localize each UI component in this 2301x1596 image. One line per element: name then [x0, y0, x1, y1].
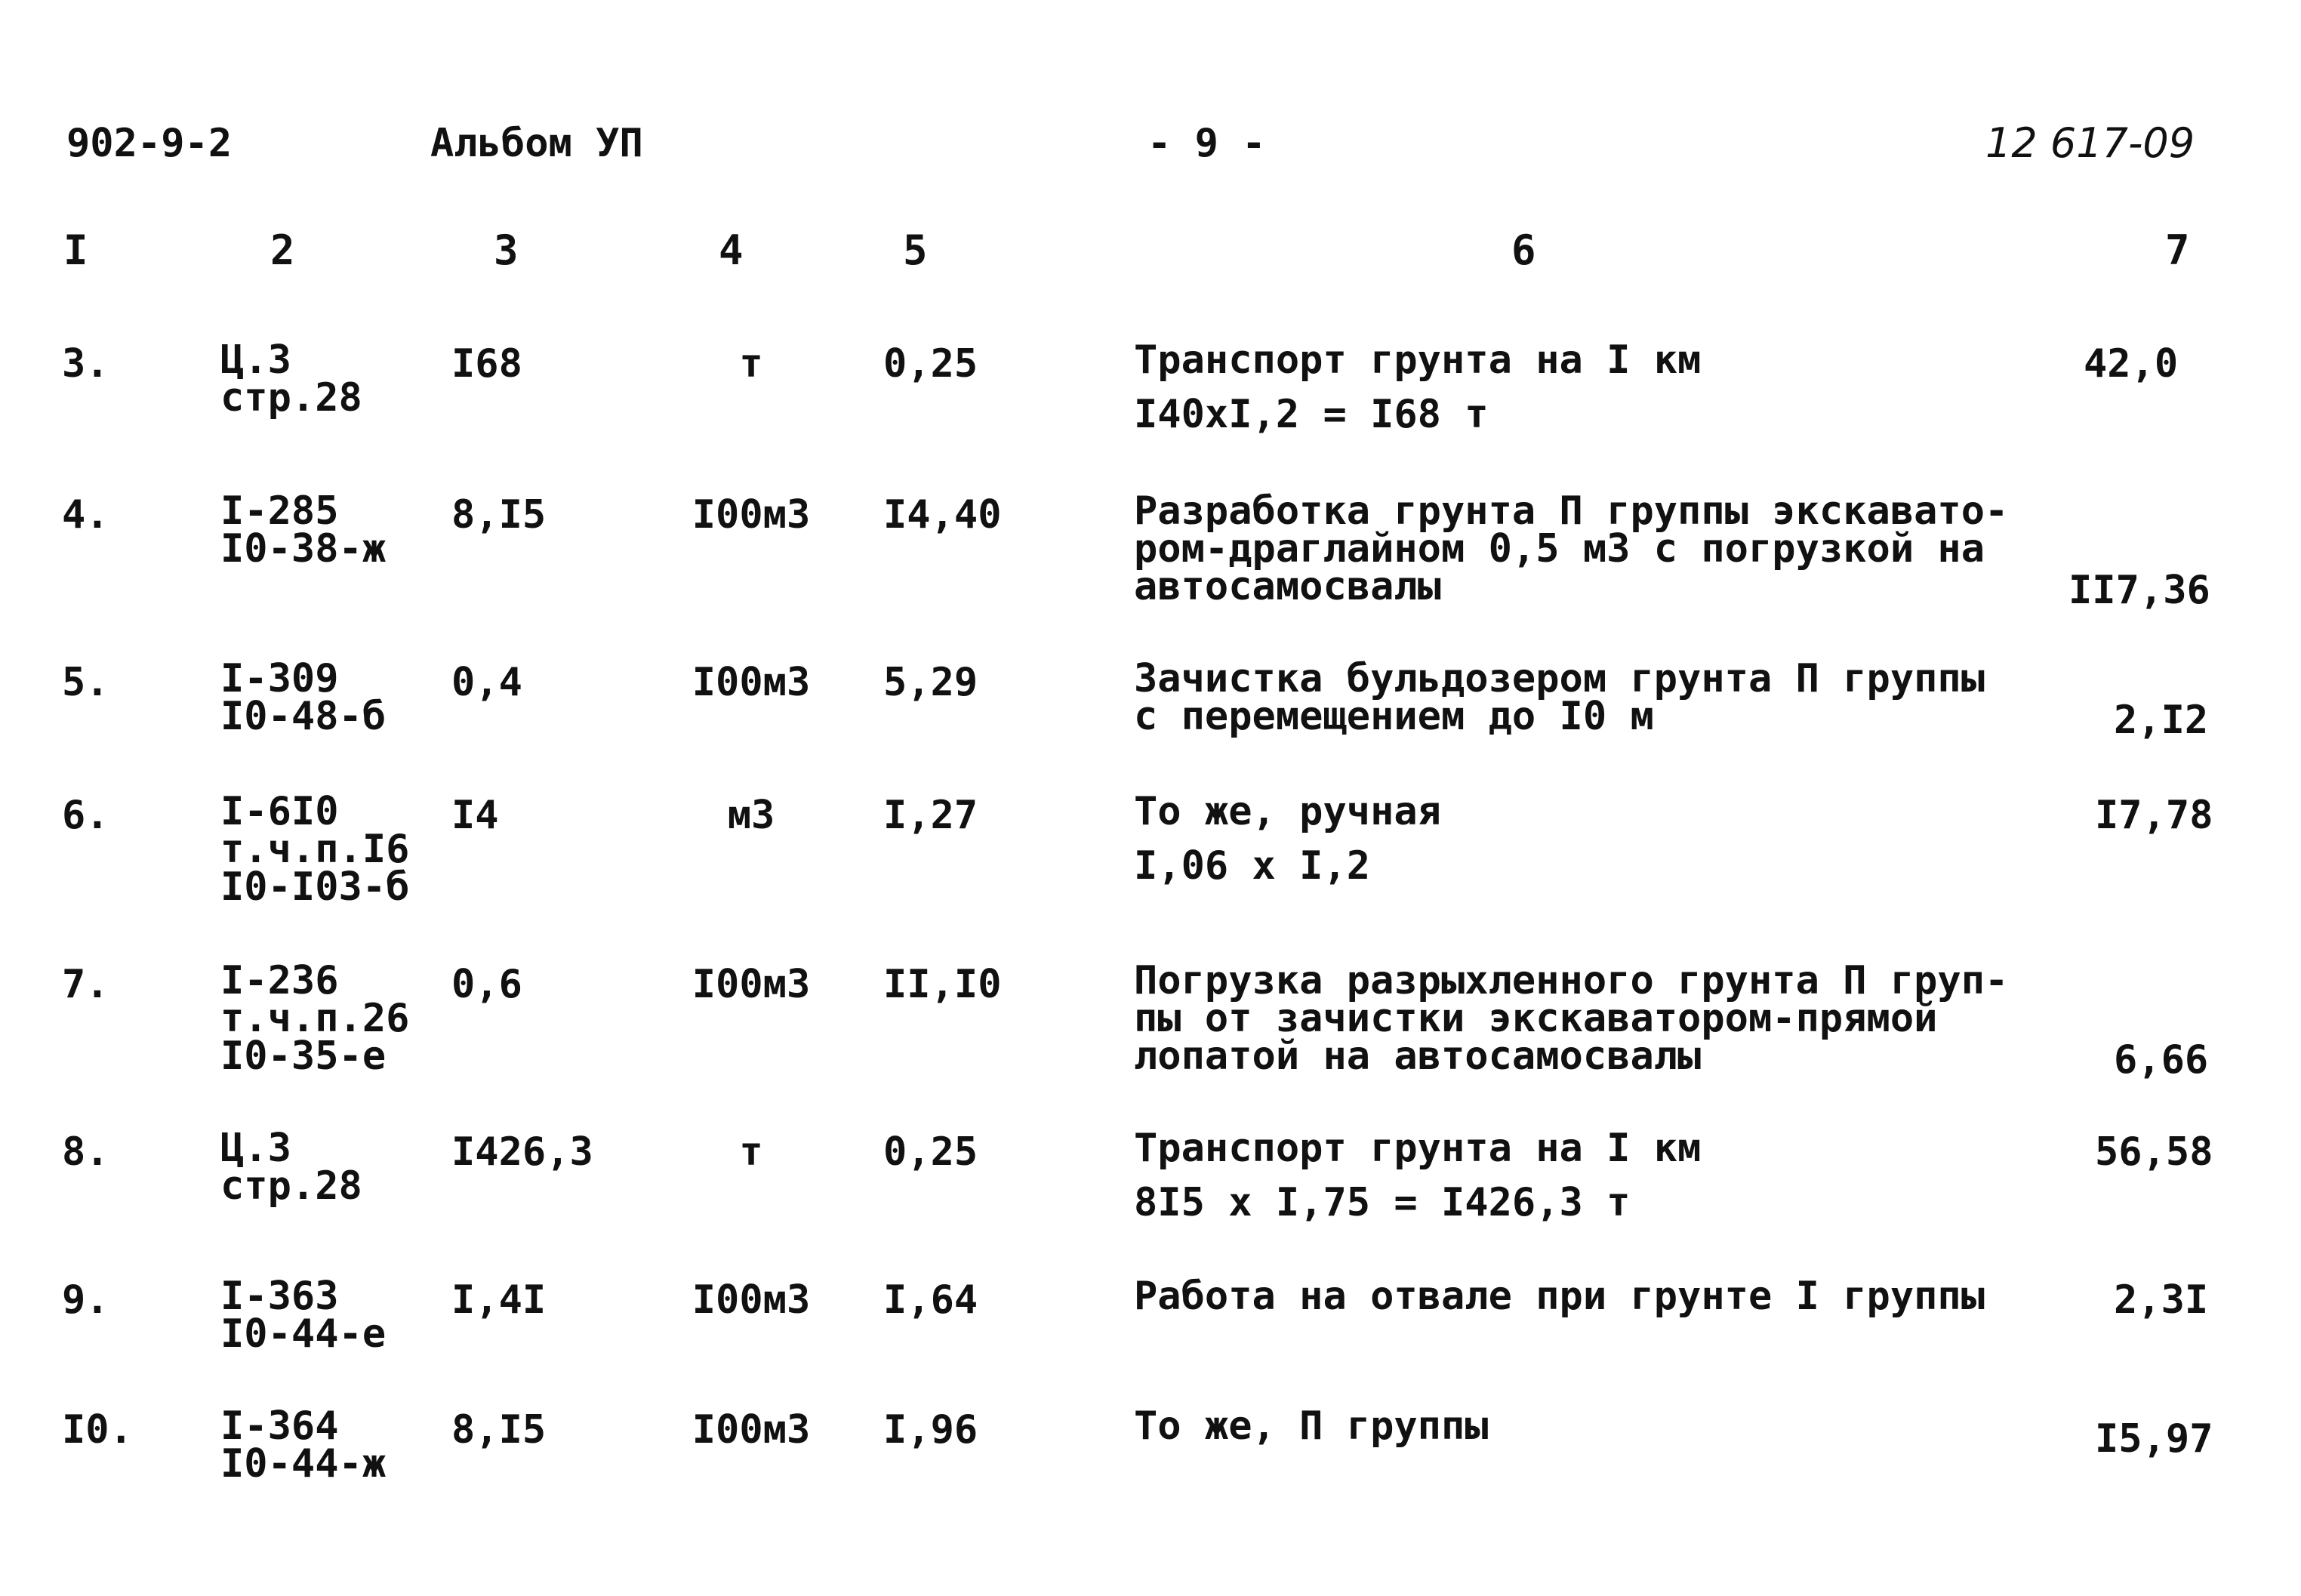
work-description: Зачистка бульдозером грунта П группы с перемещением до I0 м	[1134, 656, 1985, 739]
column-number: 3	[494, 226, 519, 274]
calculation: I40xI,2 = I68 т	[1134, 392, 1489, 437]
norm-reference: I-364 I0-44-ж	[220, 1403, 387, 1487]
norm-reference: Ц.3 стр.28	[220, 337, 362, 421]
unit-price: 0,25	[883, 1129, 978, 1175]
quantity: 0,6	[451, 962, 522, 1007]
row-number: 4.	[62, 492, 109, 538]
unit: I00м3	[692, 660, 811, 705]
column-number: 7	[2165, 226, 2190, 274]
work-description: Работа на отвале при грунте I группы	[1134, 1274, 1985, 1319]
work-description: Погрузка разрыхленного грунта П груп- пы от зачистки экскаватором-прямой лопатой на автосамосвалы	[1134, 958, 2009, 1079]
norm-reference: I-363 I0-44-е	[220, 1274, 387, 1357]
unit-price: 0,25	[883, 341, 978, 387]
norm-reference: Ц.3 стр.28	[220, 1126, 362, 1209]
total-cost: 42,0	[2084, 341, 2179, 387]
calculation: 8I5 x I,75 = I426,3 т	[1134, 1180, 1631, 1225]
quantity: I4	[451, 793, 499, 838]
norm-reference: I-309 I0-48-б	[220, 656, 387, 739]
unit-price: 5,29	[883, 660, 978, 705]
quantity: 8,I5	[451, 1407, 547, 1453]
column-number: I	[63, 226, 88, 274]
unit: I00м3	[692, 1277, 811, 1323]
work-description: То же, П группы	[1134, 1403, 1489, 1449]
work-description: Транспорт грунта на I км 8I5 x I,75 = I426,3 т	[1134, 1126, 1702, 1225]
row-number: 7.	[62, 962, 109, 1007]
norm-reference: I-285 I0-38-ж	[220, 488, 387, 572]
unit-price: I,64	[883, 1277, 978, 1323]
norm-reference: I-6I0 т.ч.п.I6 I0-I03-б	[220, 789, 410, 910]
work-description: Разработка грунта П группы экскавато- ром-драглайном 0,5 м3 с погрузкой на автосамосвалы	[1134, 488, 2009, 609]
column-number: 4	[719, 226, 744, 274]
unit-price: I4,40	[883, 492, 1002, 538]
work-description: Транспорт грунта на I км I40xI,2 = I68 т	[1134, 337, 1702, 437]
total-cost: 2,I2	[2114, 698, 2209, 743]
calculation: I,06 x I,2	[1134, 843, 1371, 889]
norm-reference: I-236 т.ч.п.26 I0-35-е	[220, 958, 410, 1079]
sheet-number: 12 617-09	[1985, 119, 2195, 167]
column-number: 6	[1511, 226, 1536, 274]
column-number: 2	[270, 226, 295, 274]
total-cost: 56,58	[2095, 1129, 2213, 1175]
total-cost: 2,3I	[2114, 1277, 2209, 1323]
quantity: 8,I5	[451, 492, 547, 538]
row-number: 3.	[62, 341, 109, 387]
unit: I00м3	[692, 492, 811, 538]
document-code: 902-9-2	[66, 121, 233, 166]
unit: I00м3	[692, 1407, 811, 1453]
total-cost: II7,36	[2068, 568, 2210, 613]
quantity: I426,3	[451, 1129, 593, 1175]
row-number: 5.	[62, 660, 109, 705]
unit-price: I,27	[883, 793, 978, 838]
unit: I00м3	[692, 962, 811, 1007]
unit: т	[739, 1129, 763, 1175]
page-number: - 9 -	[1147, 121, 1266, 166]
row-number: 6.	[62, 793, 109, 838]
row-number: I0.	[62, 1407, 133, 1453]
unit-price: I,96	[883, 1407, 978, 1453]
work-description: То же, ручная I,06 x I,2	[1134, 789, 1441, 889]
unit: м3	[727, 793, 775, 838]
unit-price: II,I0	[883, 962, 1002, 1007]
column-number: 5	[903, 226, 928, 274]
quantity: I,4I	[451, 1277, 547, 1323]
total-cost: I5,97	[2095, 1416, 2213, 1462]
row-number: 9.	[62, 1277, 109, 1323]
row-number: 8.	[62, 1129, 109, 1175]
total-cost: 6,66	[2114, 1037, 2209, 1083]
quantity: 0,4	[451, 660, 522, 705]
album-label: Альбом УП	[430, 121, 643, 166]
total-cost: I7,78	[2095, 793, 2213, 838]
unit: т	[739, 341, 763, 387]
quantity: I68	[451, 341, 522, 387]
